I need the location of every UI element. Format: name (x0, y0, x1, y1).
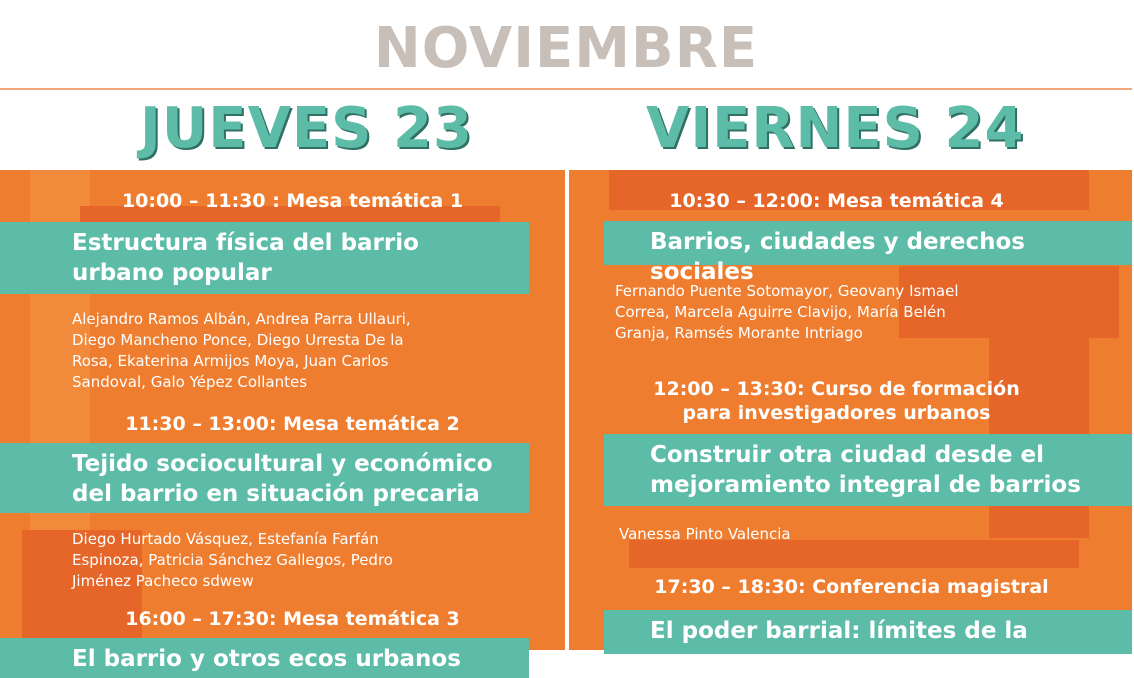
authors-line: Rosa, Ekaterina Armijos Moya, Juan Carlos (72, 352, 389, 370)
month-heading: NOVIEMBRE (373, 16, 759, 81)
session-title-band (604, 610, 1132, 654)
authors-line: Sandoval, Galo Yépez Collantes (72, 373, 308, 391)
session-time: 17:30 – 18:30: Conferencia magistral (654, 576, 1049, 598)
session-title-band (604, 221, 1132, 285)
session-title-band (0, 443, 529, 513)
day-heading-thursday: JUEVES 23 (140, 96, 473, 161)
authors-line: Diego Hurtado Vásquez, Estefanía Farfán (72, 530, 379, 548)
schedule-column-thursday (0, 170, 565, 672)
session-authors (615, 281, 1085, 344)
day-heading-friday: VIERNES 24 (646, 96, 1025, 161)
schedule-column-friday (569, 170, 1132, 650)
authors-line: Alejandro Ramos Albán, Andrea Parra Ullauri, (72, 310, 411, 328)
session-time: 10:00 – 11:30 : Mesa temática 1 (121, 190, 464, 212)
session-time: 11:30 – 13:00: Mesa temática 2 (125, 413, 460, 435)
authors-line: Vanessa Pinto Valencia (619, 525, 791, 543)
session-authors (619, 524, 1089, 545)
session-time (569, 377, 1104, 425)
session-title-line: mejoramiento integral de barrios (650, 472, 1081, 498)
session-title-band (0, 222, 529, 294)
session-title-line: Estructura física del barrio (72, 230, 419, 256)
session-time: 16:00 – 17:30: Mesa temática 3 (125, 608, 460, 630)
session-authors (72, 309, 542, 393)
session-time-line: 12:00 – 13:30: Curso de formación (653, 378, 1020, 400)
session-title-line: El barrio y otros ecos urbanos (72, 646, 461, 672)
authors-line: Jiménez Pacheco sdwew (72, 572, 254, 590)
session-title-line: urbano popular (72, 260, 272, 286)
session-title-line: Construir otra ciudad desde el (650, 442, 1045, 468)
session-title-band (0, 638, 529, 678)
authors-line: Granja, Ramsés Morante Intriago (615, 324, 863, 342)
session-title-band (604, 434, 1132, 506)
divider-line (0, 88, 1132, 90)
session-title-line: Barrios, ciudades y derechos sociales (650, 229, 1025, 285)
session-time-line: para investigadores urbanos (682, 402, 991, 424)
session-title-line: El poder barrial: límites de la (650, 618, 1028, 644)
authors-line: Fernando Puente Sotomayor, Geovany Ismael (615, 282, 959, 300)
authors-line: Diego Mancheno Ponce, Diego Urresta De la (72, 331, 404, 349)
authors-line: Espinoza, Patricia Sánchez Gallegos, Pedro (72, 551, 393, 569)
authors-line: Correa, Marcela Aguirre Clavijo, María Belén (615, 303, 946, 321)
session-time: 10:30 – 12:00: Mesa temática 4 (669, 190, 1004, 212)
session-authors (72, 529, 542, 592)
session-title-line: Tejido sociocultural y económico (72, 451, 493, 477)
session-title-line: del barrio en situación precaria (72, 481, 480, 507)
